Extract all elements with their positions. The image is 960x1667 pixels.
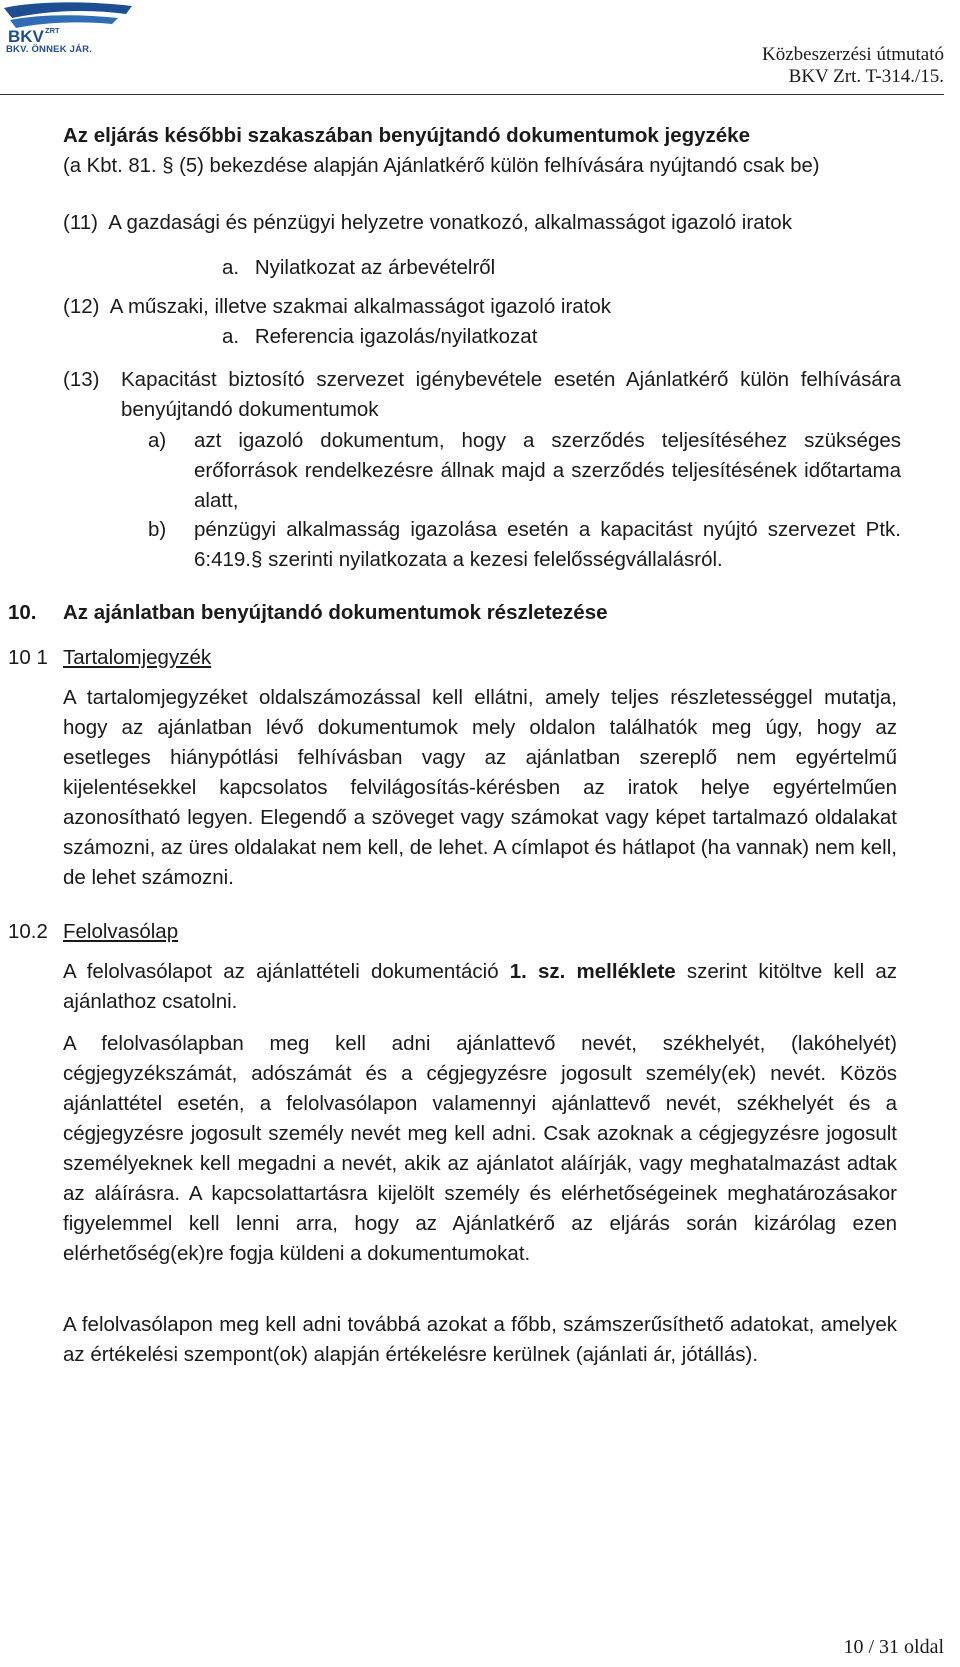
subsection-title: Tartalomjegyzék	[63, 646, 212, 669]
list-subitem	[222, 253, 495, 283]
doc-ref: BKV Zrt. T-314./15.	[788, 66, 944, 87]
svg-text:ZRT: ZRT	[45, 26, 60, 35]
item-number: (12)	[63, 295, 100, 318]
paragraph-felolvasolap-1	[63, 957, 897, 1017]
section-title: Az ajánlatban benyújtandó dokumentumok részletezése	[63, 601, 608, 624]
paragraph-toc: A tartalomjegyzéket oldalszámozással kell ellátni, amely teljes részletességgel mutatja, hogy az ajánlatban lévő dokumentumok mely oldalon találhatók meg úgy, hogy az esetleges hiánypótlási felhívásban vagy az ajánlatban szereplő nem egyértelmű kijelentésekkel kapcsolatos felvilágosítás-kérésben az iratok helye egyértelműen azonosítható legyen. Elegendő a szöveget vagy számokat vagy képet tartalmazó oldalakat számozni, az üres oldalakat nem kell, de lehet. A címlapot és hátlapot (ha vannak) nem kell, de lehet számozni.	[63, 686, 897, 889]
subitem-text: Referencia igazolás/nyilatkozat	[254, 325, 538, 348]
subitem-label: b)	[148, 518, 167, 541]
subsection-number: 10.2	[8, 920, 48, 943]
header-divider	[0, 94, 944, 95]
doc-title: Közbeszerzési útmutató	[761, 44, 944, 65]
subitem-label: a.	[222, 256, 240, 279]
list-subtitle: (a Kbt. 81. § (5) bekezdése alapján Ajánlatkérő külön felhívására nyújtandó csak be)	[63, 155, 820, 177]
logo-tagline: BKV. ÖNNEK JÁR.	[6, 44, 93, 55]
paragraph-felolvasolap-2: A felolvasólapban meg kell adni ajánlattevő nevét, székhelyét, (lakóhelyét) cégjegyzékszámát, adószámát és a cégjegyzésre jogosult személy(ek) nevét. Közös ajánlattétel esetén, a felolvasólapon valamennyi ajánlattevő nevét, székhelyét és a cégjegyzésre jogosult személy nevét meg kell adni. Csak azoknak a cégjegyzésre jogosult személyeknek kell megadni a nevét, akik az ajánlatot aláírják, vagy meghatalmazást adtak az aláírásra. A kapcsolattartásra kijelölt személy és elérhetőségeinek meghatározásakor figyelemmel kell lenni arra, hogy az Ajánlatkérő az eljárás során kizárólag ezen elérhetőség(ek)re fogja küldeni a dokumentumokat.	[63, 1032, 897, 1265]
list-subitem	[222, 322, 537, 352]
page-number: 10 / 31 oldal	[843, 1636, 944, 1658]
item-number: (11)	[63, 211, 98, 234]
subitem-label: a.	[222, 325, 240, 348]
section-number: 10.	[8, 601, 37, 624]
list-item-11	[63, 208, 792, 238]
paragraph-felolvasolap-3: A felolvasólapon meg kell adni továbbá azokat a főbb, számszerűsíthető adatokat, amelyek az értékelési szempont(ok) alapján értékelésre kerülnek (ajánlati ár, jótállás).	[63, 1313, 897, 1366]
subitem-label: a)	[148, 429, 167, 452]
svg-text:BKV: BKV	[8, 27, 44, 46]
bold-reference: 1. sz. melléklete	[509, 960, 676, 983]
list-item-13-text: Kapacitást biztosító szervezet igénybevétele esetén Ajánlatkérő külön felhívására benyújtandó dokumentumok	[121, 368, 901, 421]
subsection-title: Felolvasólap	[63, 920, 179, 943]
item-number: (13)	[63, 368, 100, 391]
list-item-12	[63, 292, 611, 322]
subitem-text: azt igazoló dokumentum, hogy a szerződés teljesítéséhez szükséges erőforrások rendelkezésre állnak majd a szerződés teljesítésének időtartama alatt,	[194, 429, 901, 512]
header-info	[762, 44, 944, 88]
text-run: szerint kitöltve kell az ajánlathoz csatolni.	[63, 960, 897, 1013]
subsection-number: 10 1	[8, 646, 48, 669]
list-title: Az eljárás későbbi szakaszában benyújtandó dokumentumok jegyzéke	[63, 124, 750, 147]
text-run: A felolvasólapot az ajánlattételi dokumentáció	[63, 960, 510, 983]
subitem-text: Nyilatkozat az árbevételről	[254, 256, 496, 279]
item-text: A gazdasági és pénzügyi helyzetre vonatkozó, alkalmasságot igazoló iratok	[108, 211, 792, 234]
subitem-text: pénzügyi alkalmasság igazolása esetén a kapacitást nyújtó szervezet Ptk. 6:419.§ szerinti nyilatkozata a kezesi felelősségvállalásról.	[194, 518, 901, 571]
item-text: A műszaki, illetve szakmai alkalmasságot igazoló iratok	[109, 295, 612, 318]
